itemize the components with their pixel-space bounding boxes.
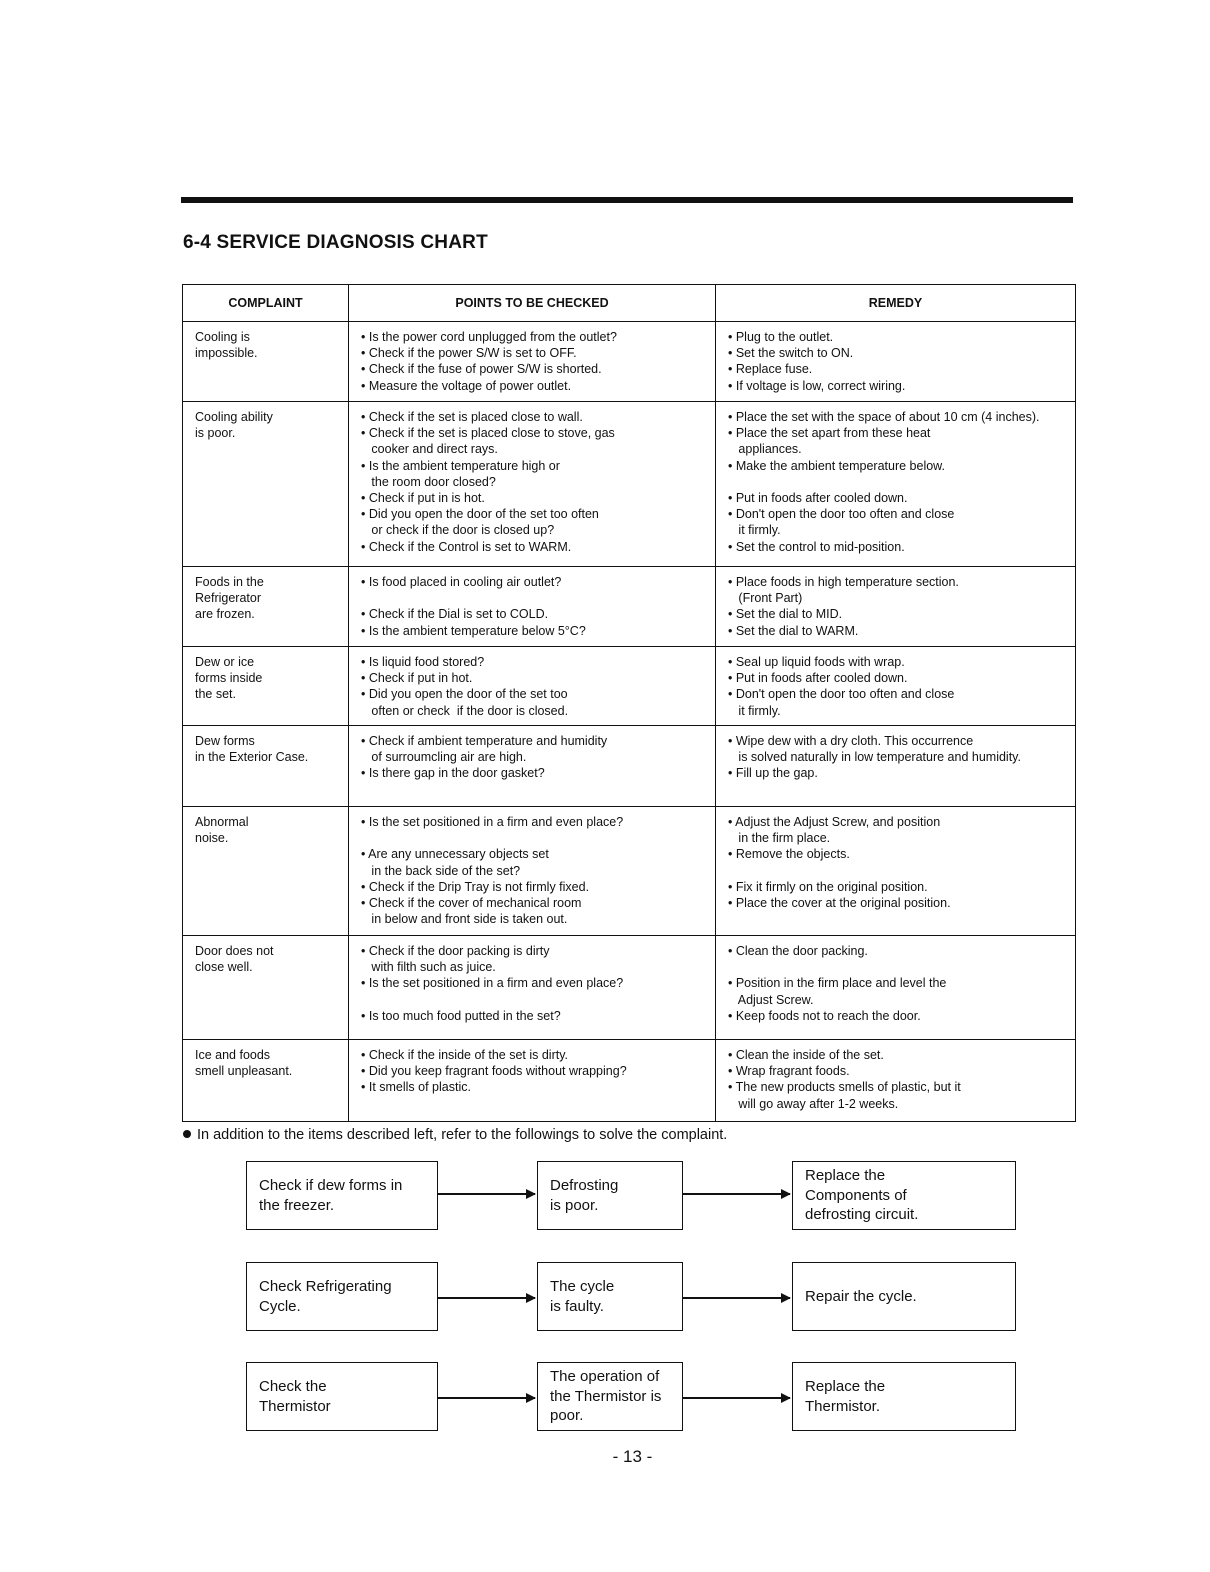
remedy-line: • Remove the objects. [728,847,850,862]
action-box-line: Replace the [805,1167,886,1185]
remedy-line [728,959,1067,975]
remedy-line [728,863,1067,879]
points-line: with filth such as juice. [361,960,496,975]
flow-arrow [438,1297,535,1299]
points-cell [349,567,716,647]
cause-box-line: is faulty. [550,1297,604,1315]
remedy-line: • Set the control to mid-position. [728,539,905,554]
page-number: - 13 - [612,1447,653,1466]
cause-box-line: Defrosting [550,1177,619,1194]
remedy-line: • Set the switch to ON. [728,346,854,361]
points-line: • Check if the power S/W is set to OFF. [361,346,577,361]
points-line: • Check if the door packing is dirty [361,944,550,958]
cause-box [537,1161,683,1230]
points-line: • Is liquid food stored? [361,655,485,669]
remedy-line: • The new products smells of plastic, but it [728,1080,961,1095]
points-line: • Is the ambient temperature below 5°C? [361,623,586,638]
remedy-cell [716,1040,1076,1122]
complaint-line: forms inside [195,671,263,686]
cause-box-line: The cycle [550,1278,615,1295]
table-row [183,647,1076,726]
points-line: • Is food placed in cooling air outlet? [361,575,562,589]
complaint-cell [183,402,349,567]
action-box [792,1262,1016,1331]
header-complaint: COMPLAINT [183,285,349,322]
points-line: of surroumcling air are high. [361,750,527,765]
points-line: or check if the door is closed up? [361,523,555,538]
points-line: • Check if the inside of the set is dirty. [361,1048,569,1062]
remedy-line: • Fix it firmly on the original position. [728,879,928,894]
action-box [792,1362,1016,1431]
complaint-line: are frozen. [195,607,255,622]
remedy-line: it firmly. [728,523,781,538]
points-line [361,992,707,1008]
cause-box-line: the Thermistor is [550,1387,662,1405]
remedy-line: • Put in foods after cooled down. [728,671,908,686]
points-line: • Is the ambient temperature high or [361,458,560,473]
points-line: • Is too much food putted in the set? [361,1008,561,1023]
action-box-line: Replace the [805,1378,886,1395]
remedy-line: • Seal up liquid foods with wrap. [728,655,905,669]
remedy-line: • Set the dial to MID. [728,607,843,622]
table-row [183,322,1076,402]
points-line: • Measure the voltage of power outlet. [361,378,572,393]
remedy-cell [716,402,1076,567]
remedy-line: • Wrap fragrant foods. [728,1064,850,1079]
points-line: • Check if put in hot. [361,671,473,686]
points-line [361,782,707,798]
header-remedy: REMEDY [716,285,1076,322]
complaint-line: is poor. [195,426,236,441]
table-row [183,726,1076,807]
remedy-cell [716,647,1076,726]
remedy-line: • Don't open the door too often and close [728,687,955,702]
top-rule [181,197,1073,203]
remedy-line: (Front Part) [728,591,803,606]
points-line: • Did you open the door of the set too [361,687,568,702]
check-box-line: Check Refrigerating [259,1278,392,1295]
remedy-line: • Put in foods after cooled down. [728,491,908,505]
complaint-line: Cooling ability [195,410,273,424]
complaint-line: impossible. [195,346,258,361]
complaint-line: Dew or ice [195,655,255,669]
check-box [246,1262,438,1331]
table-row [183,402,1076,567]
table-row [183,1040,1076,1122]
points-line: • Is the set positioned in a firm and even place? [361,976,624,991]
complaint-line: close well. [195,960,253,975]
check-box-line: the freezer. [259,1196,335,1214]
points-line: • Check if the fuse of power S/W is shorted. [361,362,602,377]
complaint-line: Dew forms [195,734,255,748]
remedy-line: • Clean the door packing. [728,944,868,958]
remedy-line: • Place the set apart from these heat [728,426,931,441]
points-line: cooker and direct rays. [361,442,498,457]
points-line: • Check if the set is placed close to wall. [361,410,583,424]
points-line: • It smells of plastic. [361,1080,471,1095]
complaint-line: Cooling is [195,330,250,344]
check-box-line: Check if dew forms in [259,1177,403,1194]
bullet-icon [183,1130,191,1138]
remedy-line: • Clean the inside of the set. [728,1048,884,1062]
flow-arrow [438,1193,535,1195]
remedy-line [728,474,1067,490]
points-cell [349,1040,716,1122]
check-box-line: Cycle. [259,1297,301,1315]
flow-note [183,1127,727,1143]
cause-box [537,1262,683,1331]
check-box [246,1362,438,1431]
action-box-line: Repair the cycle. [805,1287,917,1305]
remedy-line: will go away after 1-2 weeks. [728,1096,899,1111]
cause-box [537,1362,683,1431]
remedy-line: • Fill up the gap. [728,766,818,781]
remedy-line: • If voltage is low, correct wiring. [728,378,906,393]
complaint-cell [183,726,349,807]
points-line: • Check if the set is placed close to stove, gas [361,426,615,441]
table-row [183,807,1076,936]
points-line: the room door closed? [361,474,496,489]
points-cell [349,807,716,936]
table-row [183,567,1076,647]
complaint-cell [183,936,349,1040]
points-line: in below and front side is taken out. [361,912,568,927]
points-line: • Check if the Drip Tray is not firmly fixed. [361,879,590,894]
complaint-line: noise. [195,831,229,846]
remedy-line [728,782,1067,798]
remedy-line: • Replace fuse. [728,362,813,377]
section-heading: 6-4 SERVICE DIAGNOSIS CHART [183,232,488,253]
points-line: • Are any unnecessary objects set [361,847,549,862]
action-box-line: Components of [805,1186,907,1204]
flow-arrow [683,1193,790,1195]
cause-box-line: The operation of [550,1368,660,1386]
remedy-line: it firmly. [728,703,781,718]
remedy-cell [716,726,1076,807]
remedy-line: Adjust Screw. [728,992,814,1007]
complaint-cell [183,567,349,647]
points-line: often or check if the door is closed. [361,703,569,718]
complaint-line: in the Exterior Case. [195,750,309,765]
check-box [246,1161,438,1230]
complaint-line: Abnormal [195,815,249,829]
points-line: • Check if the Dial is set to COLD. [361,607,549,622]
points-line: • Did you keep fragrant foods without wrapping? [361,1064,627,1079]
points-line: • Check if the Control is set to WARM. [361,539,572,554]
remedy-line: • Wipe dew with a dry cloth. This occurrence [728,734,974,748]
points-line: • Check if ambient temperature and humidity [361,734,608,748]
table-header-row [183,285,1076,322]
remedy-line: • Place the set with the space of about 10 cm (4 inches). [728,410,1040,424]
complaint-line: Ice and foods [195,1048,271,1062]
remedy-line: • Adjust the Adjust Screw, and position [728,815,941,829]
remedy-cell [716,567,1076,647]
flow-arrow [683,1397,790,1399]
cause-box-line: is poor. [550,1196,599,1214]
complaint-line: Door does not [195,944,274,958]
complaint-cell [183,1040,349,1122]
points-line: • Check if put in is hot. [361,491,485,506]
complaint-cell [183,322,349,402]
action-box-line: defrosting circuit. [805,1206,919,1224]
points-cell [349,322,716,402]
points-line [361,830,707,846]
action-box [792,1161,1016,1230]
remedy-cell [716,807,1076,936]
remedy-line: in the firm place. [728,831,831,846]
cause-box-line: poor. [550,1407,584,1425]
remedy-line: • Set the dial to WARM. [728,623,859,638]
points-cell [349,726,716,807]
table-row [183,936,1076,1040]
points-line: • Is the power cord unplugged from the outlet? [361,330,617,344]
check-box-line: Check the [259,1378,327,1395]
remedy-line: is solved naturally in low temperature and humidity. [728,750,1021,765]
complaint-line: smell unpleasant. [195,1064,293,1079]
remedy-line: • Place foods in high temperature section. [728,575,959,589]
points-line: • Is there gap in the door gasket? [361,766,545,781]
remedy-line: • Position in the firm place and level the [728,976,947,991]
remedy-line: • Keep foods not to reach the door. [728,1008,921,1023]
points-cell [349,647,716,726]
check-box-line: Thermistor [259,1397,331,1415]
remedy-line: • Place the cover at the original position. [728,896,951,910]
flow-arrow [438,1397,535,1399]
points-line: in the back side of the set? [361,863,521,878]
points-line: • Check if the cover of mechanical room [361,896,582,910]
complaint-line: the set. [195,687,236,702]
note-text: In addition to the items described left, refer to the followings to solve the complaint. [197,1127,728,1143]
complaint-line: Refrigerator [195,591,261,606]
remedy-line: • Plug to the outlet. [728,330,834,344]
points-cell [349,936,716,1040]
remedy-cell [716,322,1076,402]
header-points: POINTS TO BE CHECKED [349,285,716,322]
points-line: • Did you open the door of the set too often [361,507,599,522]
complaint-cell [183,807,349,936]
complaint-cell [183,647,349,726]
points-cell [349,402,716,567]
complaint-line: Foods in the [195,575,264,589]
points-line [361,590,707,606]
remedy-line: appliances. [728,442,802,457]
remedy-line: • Make the ambient temperature below. [728,458,945,473]
action-box-line: Thermistor. [805,1397,881,1415]
points-line: • Is the set positioned in a firm and even place? [361,815,624,829]
remedy-cell [716,936,1076,1040]
flow-arrow [683,1297,790,1299]
remedy-line: • Don't open the door too often and close [728,507,955,522]
service-diagnosis-table [182,284,1076,1122]
